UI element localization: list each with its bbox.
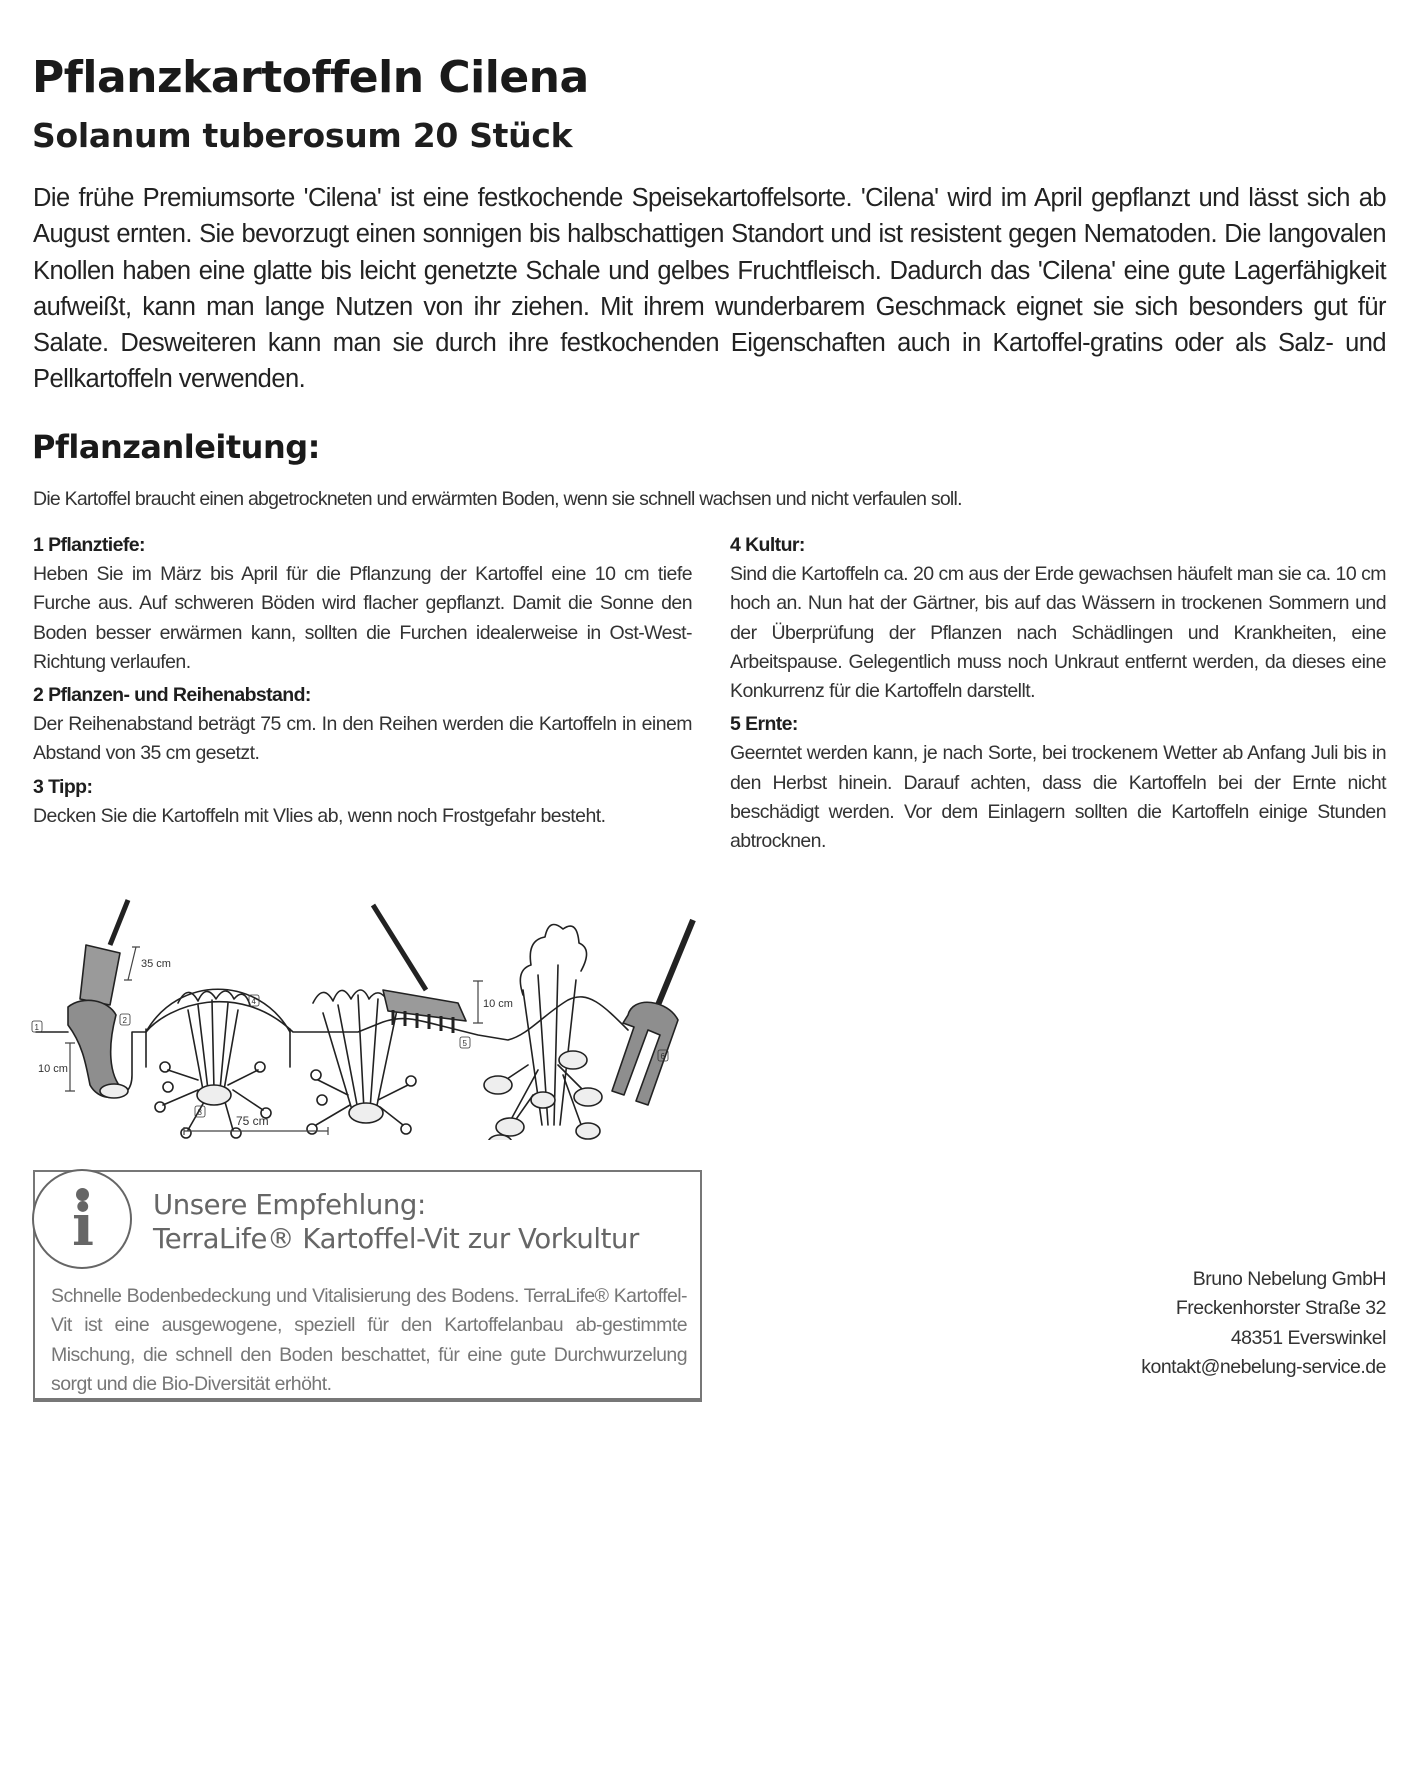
step-culture	[730, 531, 1386, 706]
step-title: 4 Kultur:	[730, 534, 805, 556]
hill-label: 10 cm	[483, 998, 513, 1010]
info-icon-glyph: i	[71, 1191, 95, 1259]
row-distance-label: 75 cm	[236, 1114, 269, 1128]
instructions-right-column	[730, 531, 1386, 861]
step-text: Decken Sie die Kartoffeln mit Vlies ab, wenn noch Frostgefahr besteht.	[33, 804, 606, 827]
company-email[interactable]: kontakt@nebelung-service.de	[1141, 1355, 1386, 1378]
product-description: Die frühe Premiumsorte 'Cilena' ist eine festkochende Speisekartoffelsorte. 'Cilena' wird im April gepflanzt und lässt sich ab August ernten. Sie bevorzugt einen sonnigen bis halbschattigen Standort und ist resistent gegen Nematoden. Die langovalen Knollen haben eine glatte bis leicht genetzte Schale und gelbes Fruchtfleisch. Dadurch das 'Cilena' eine gute Lagerfähigkeit aufweißt, kann man lange Nutzen von ihr ziehen. Mit ihrem wunderbarem Geschmack eignet sie sich besonders gut für Salate. Desweiteren kann man sie durch ihre festkochenden Eigenschaften auch in Kartoffel-gratins oder als Salz- und Pellkartoffeln verwenden.	[33, 184, 1386, 394]
company-street: Freckenhorster Straße 32	[1175, 1297, 1386, 1320]
step-spacing	[33, 681, 692, 769]
recommendation-box	[33, 1170, 702, 1402]
step-title: 3 Tipp:	[33, 775, 93, 798]
step-planting-depth	[33, 531, 692, 677]
marker-5: 5	[462, 1039, 467, 1048]
marker-3: 3	[197, 1108, 202, 1117]
company-city: 48351 Everswinkel	[1230, 1326, 1386, 1349]
step-tip	[33, 773, 692, 831]
marker-1: 1	[34, 1023, 39, 1032]
depth-label: 10 cm	[38, 1063, 68, 1075]
instructions-left-column	[33, 531, 692, 835]
step-title: 5 Ernte:	[730, 713, 798, 736]
step-title: 2 Pflanzen- und Reihenabstand:	[33, 684, 311, 707]
marker-2: 2	[122, 1016, 127, 1025]
recommendation-text: Schnelle Bodenbedeckung und Vitalisierung des Bodens. TerraLife® Kartoffel-Vit ist eine ausgewogene, speziell für den Kartoffelanbau ab-gestimmte Mischung, die schnell den Boden beschattet, für eine gute Durchwurzelung sorgt und die Bio-Diversität erhöht.	[51, 1285, 687, 1395]
company-name: Bruno Nebelung GmbH	[1192, 1268, 1386, 1290]
recommendation-title-line1: Unsere Empfehlung:	[153, 1189, 426, 1221]
instructions-heading: Pflanzanleitung:	[32, 428, 320, 466]
step-text: Der Reihenabstand beträgt 75 cm. In den Reihen werden die Kartoffeln in einem Abstand von 35 cm gesetzt.	[33, 713, 692, 765]
recommendation-title	[153, 1188, 639, 1256]
marker-4: 4	[251, 997, 256, 1006]
product-subtitle: Solanum tuberosum 20 Stück	[32, 116, 573, 155]
step-title: 1 Pflanztiefe:	[33, 534, 145, 556]
step-harvest	[730, 710, 1386, 856]
info-icon	[32, 1169, 132, 1269]
recommendation-title-line2: TerraLife® Kartoffel-Vit zur Vorkultur	[153, 1223, 639, 1255]
planting-illustration	[28, 895, 708, 1140]
step-text: Sind die Kartoffeln ca. 20 cm aus der Erde gewachsen häufelt man sie ca. 10 cm hoch an. Nun hat der Gärtner, bis auf das Wässern in trockenen Sommern und der Überprüfung der Pflanzen nach Schädlingen und Krankheiten, eine Arbeitspause. Gelegentlich muss noch Unkraut entfernt werden, da dieses eine Konkurrenz für die Kartoffeln darstellt.	[730, 563, 1386, 703]
marker-6: 6	[660, 1052, 665, 1061]
spacing-label: 35 cm	[141, 958, 171, 970]
product-title: Pflanzkartoffeln Cilena	[32, 52, 589, 103]
step-text: Heben Sie im März bis April für die Pflanzung der Kartoffel eine 10 cm tiefe Furche aus. Auf schweren Böden wird flacher gepflanzt. Damit die Sonne den Boden besser erwärmen kann, sollten die Furchen idealerweise in Ost-West-Richtung verlaufen.	[33, 563, 692, 673]
company-address	[1141, 1265, 1386, 1382]
step-text: Geerntet werden kann, je nach Sorte, bei trockenem Wetter ab Anfang Juli bis in den Herbst hinein. Darauf achten, dass die Kartoffeln bei der Ernte nicht beschädigt werden. Vor dem Einlagern sollten die Kartoffeln einige Stunden abtrocknen.	[730, 742, 1386, 853]
instructions-lead: Die Kartoffel braucht einen abgetrockneten und erwärmten Boden, wenn sie schnell wachsen und nicht verfaulen soll.	[33, 488, 962, 510]
